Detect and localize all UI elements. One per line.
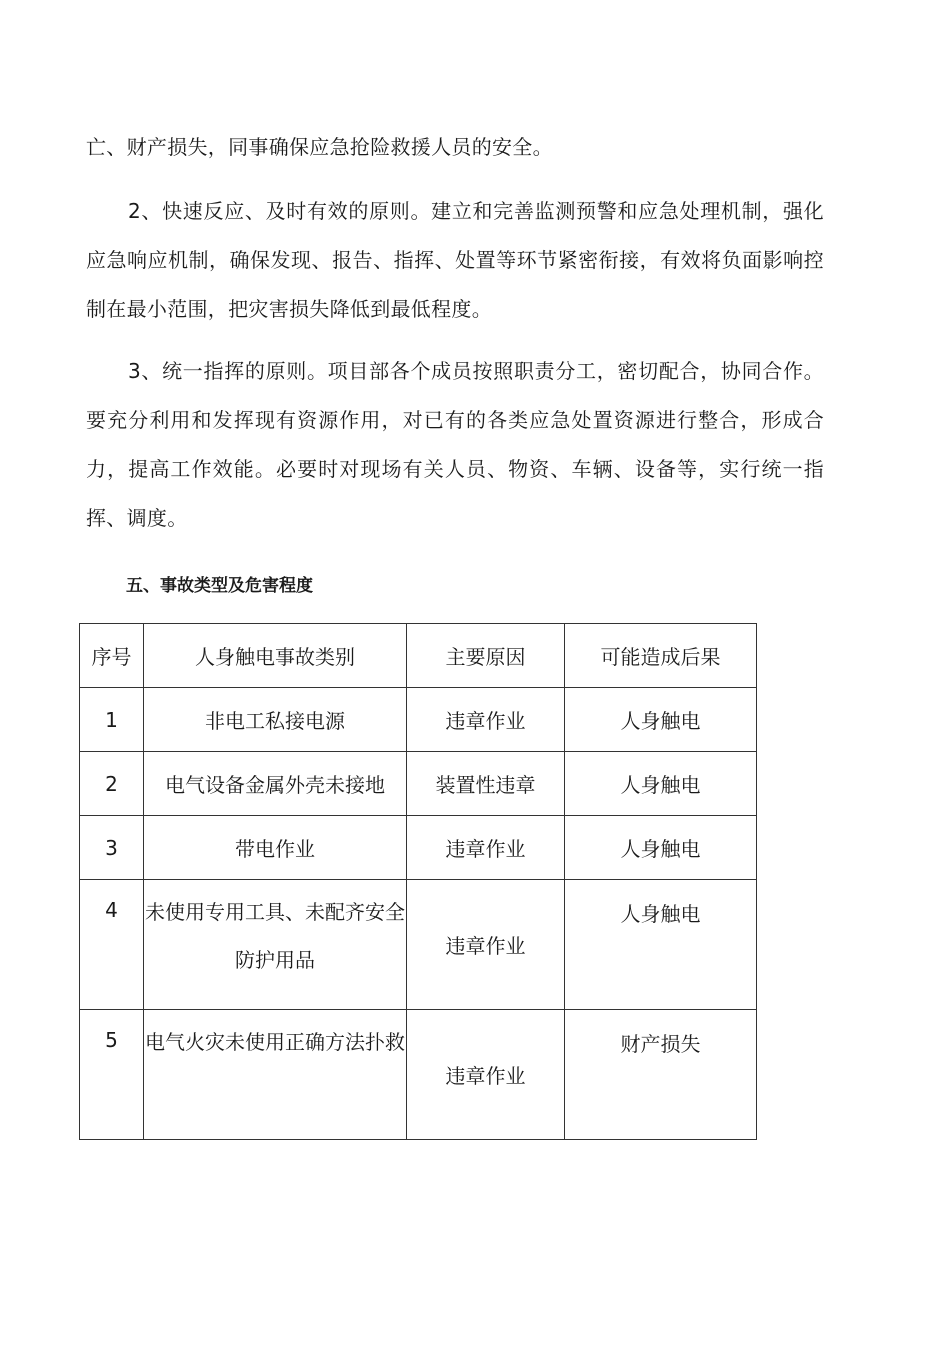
header-consequence: 可能造成后果 [565, 624, 757, 688]
cell-no: 2 [80, 752, 144, 816]
cell-no: 3 [80, 816, 144, 880]
accident-type-table [79, 623, 757, 1140]
cell-category: 带电作业 [144, 816, 407, 880]
cell-consequence: 人身触电 [565, 880, 757, 1010]
cell-category: 电气设备金属外壳未接地 [144, 752, 407, 816]
cell-cause: 违章作业 [407, 1010, 565, 1140]
cell-cause: 违章作业 [407, 688, 565, 752]
cell-consequence: 人身触电 [565, 816, 757, 880]
header-cause: 主要原因 [407, 624, 565, 688]
cell-consequence: 人身触电 [565, 688, 757, 752]
cell-no: 4 [80, 880, 144, 1010]
cell-category: 未使用专用工具、未配齐安全防护用品 [144, 880, 407, 1010]
cell-no: 1 [80, 688, 144, 752]
cell-category: 电气火灾未使用正确方法扑救 [144, 1010, 407, 1140]
header-category: 人身触电事故类别 [144, 624, 407, 688]
section-heading: 五、事故类型及危害程度 [126, 576, 313, 596]
paragraph-principle-3: 3、统一指挥的原则。项目部各个成员按照职责分工，密切配合，协同合作。要充分利用和发挥现有资源作用，对已有的各类应急处置资源进行整合，形成合力，提高工作效能。必要时对现场有关人员、物资、车辆、设备等，实行统一指挥、调度。 [86, 359, 824, 530]
cell-cause: 违章作业 [407, 816, 565, 880]
cell-consequence: 财产损失 [565, 1010, 757, 1140]
table-header-row [80, 624, 757, 688]
table-row [80, 880, 757, 1010]
cell-cause: 装置性违章 [407, 752, 565, 816]
table-row [80, 752, 757, 816]
paragraph-continuation: 亡、财产损失，同事确保应急抢险救援人员的安全。 [86, 135, 553, 159]
table-row [80, 1010, 757, 1140]
table-row [80, 688, 757, 752]
header-no: 序号 [80, 624, 144, 688]
cell-category: 非电工私接电源 [144, 688, 407, 752]
cell-cause: 违章作业 [407, 880, 565, 1010]
table-row [80, 816, 757, 880]
cell-consequence: 人身触电 [565, 752, 757, 816]
cell-no: 5 [80, 1010, 144, 1140]
paragraph-principle-2: 2、快速反应、及时有效的原则。建立和完善监测预警和应急处理机制，强化应急响应机制，确保发现、报告、指挥、处置等环节紧密衔接，有效将负面影响控制在最小范围，把灾害损失降低到最低程度。 [86, 199, 824, 321]
